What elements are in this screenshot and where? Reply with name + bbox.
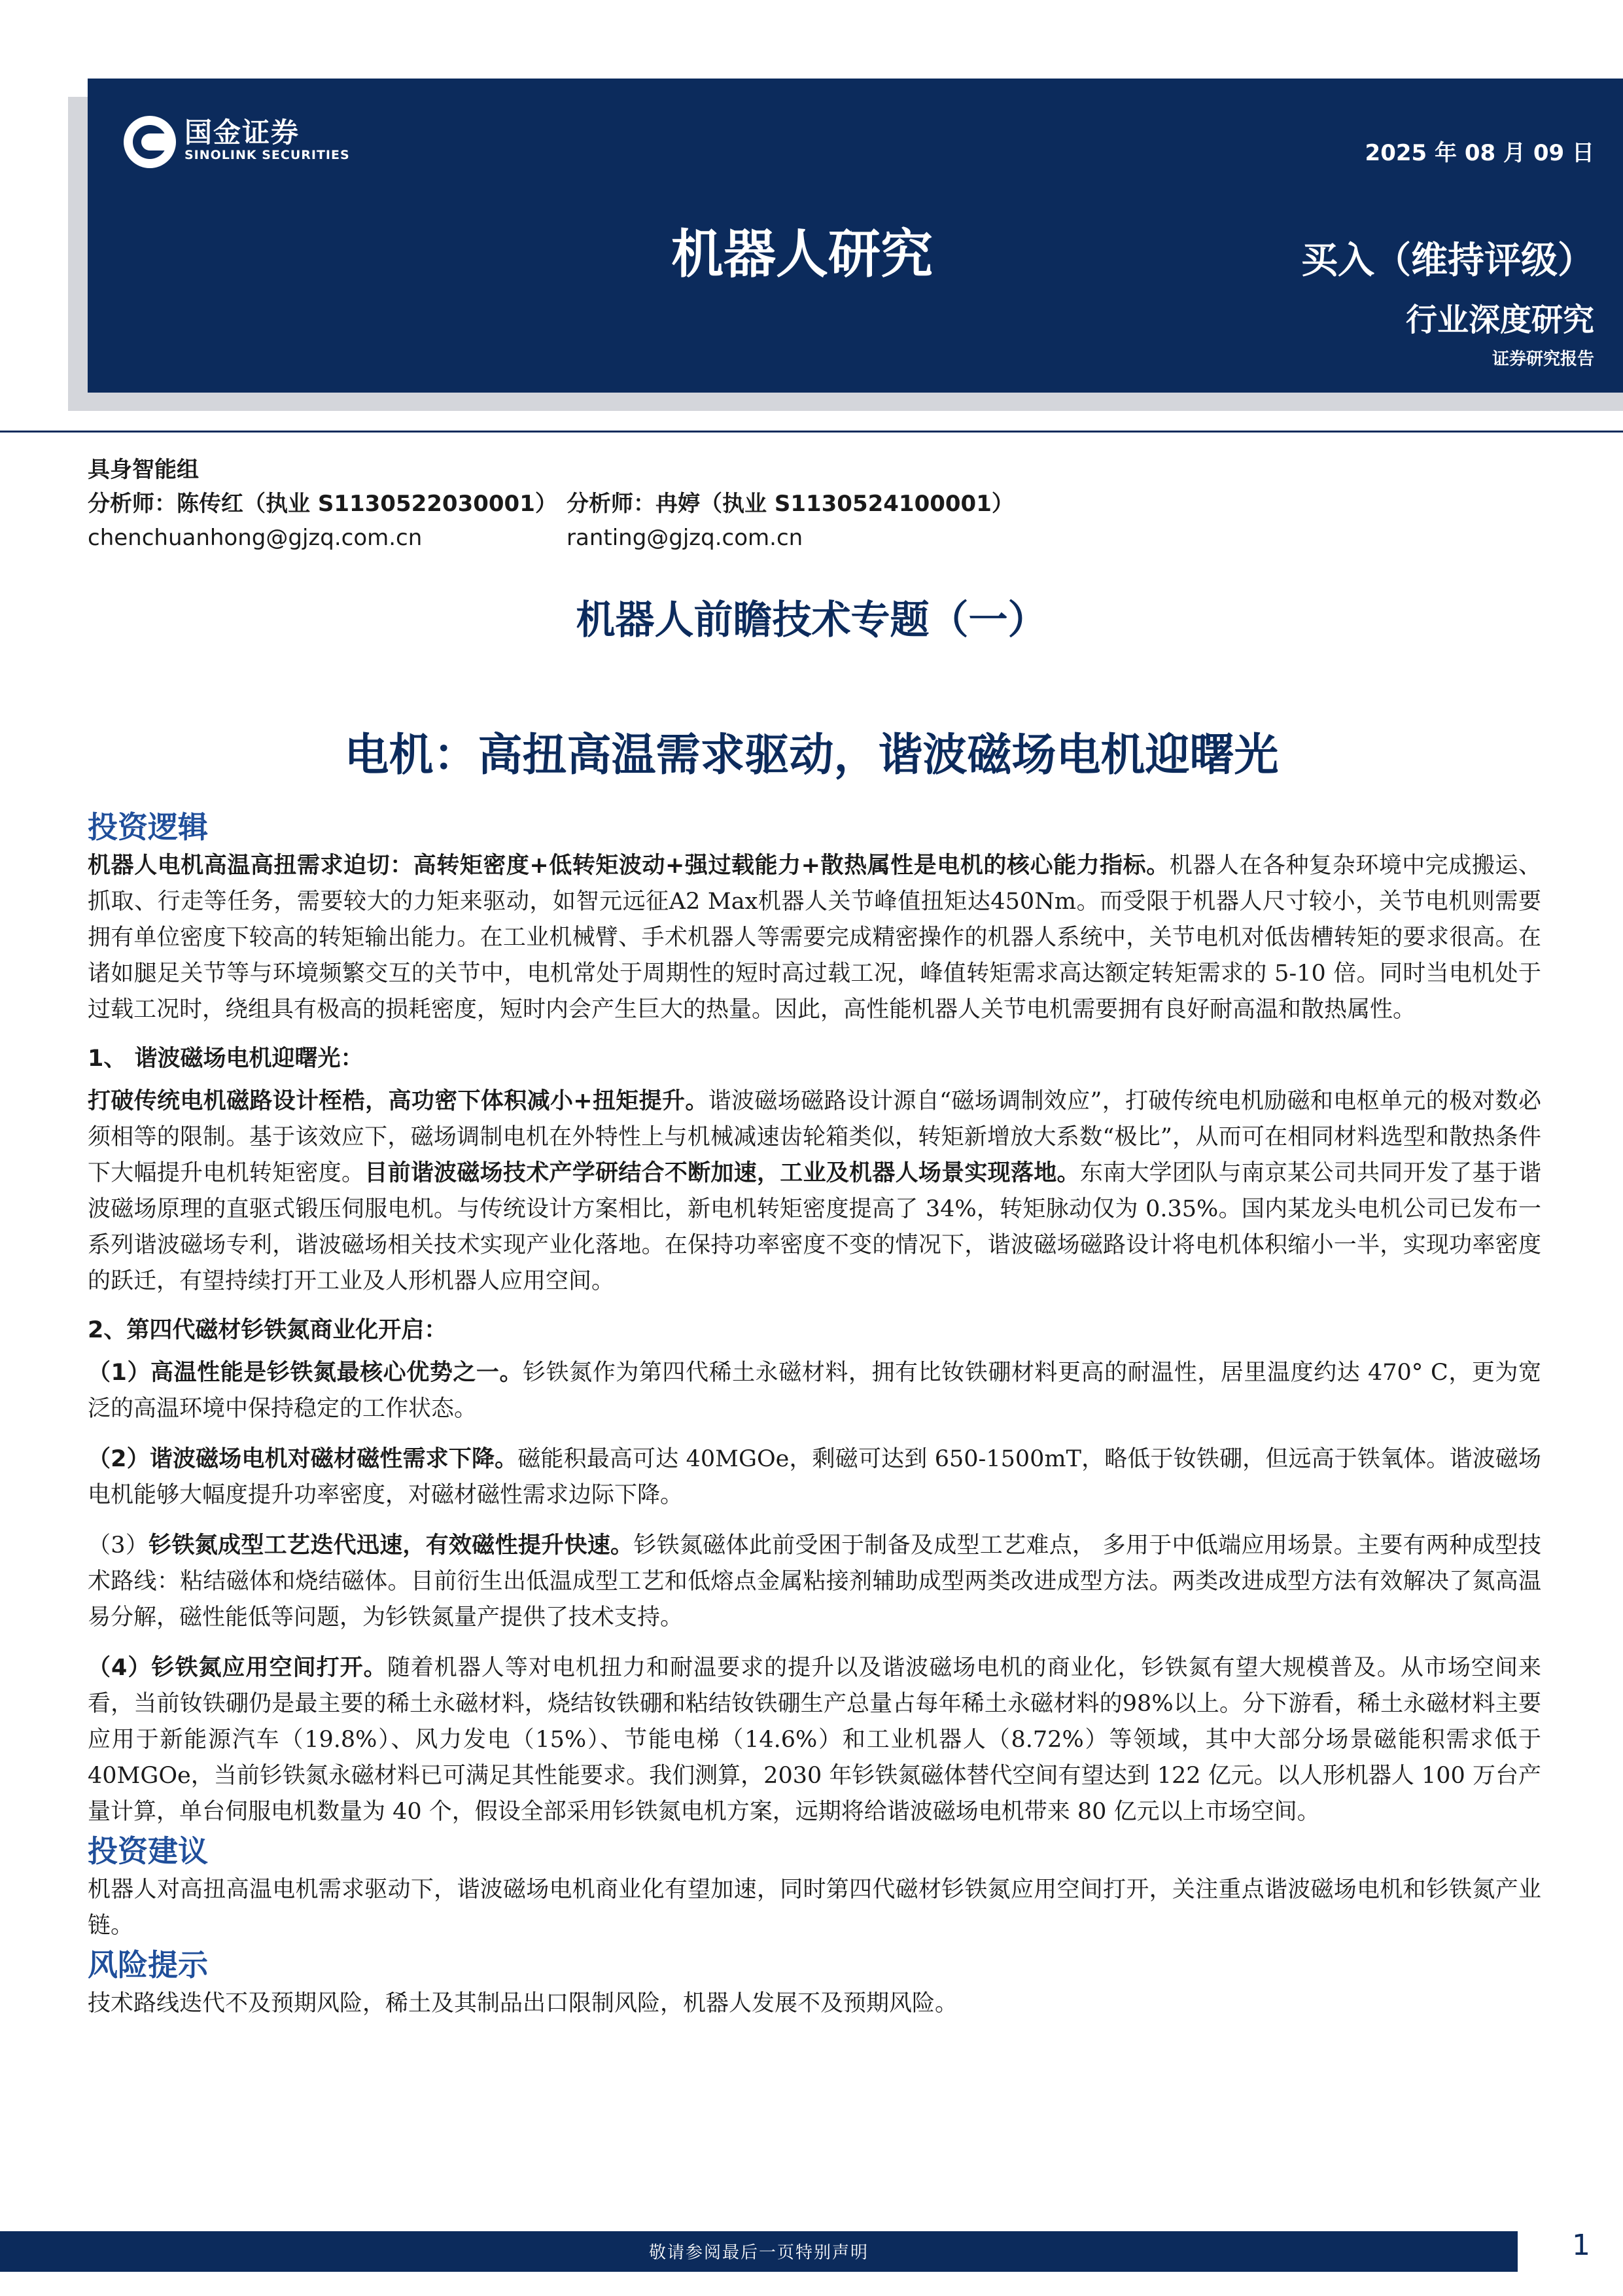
paragraph-lead: （4）钐铁氮应用空间打开。 <box>88 1655 387 1681</box>
paragraph-item-1 <box>88 1355 1541 1427</box>
paragraph-item-3 <box>88 1528 1541 1636</box>
analyst-1-email[interactable]: chenchuanhong@gjzq.com.cn <box>88 525 423 551</box>
report-type: 行业深度研究 <box>1405 302 1594 338</box>
paragraph-harmonic-motor <box>88 1084 1541 1299</box>
paragraph-lead: 钐铁氮成型工艺迭代迅速，有效磁性提升快速。 <box>148 1532 634 1559</box>
paragraph-text: 东南大学团队与南京某公司共同开发了基于谐波磁场原理的直驱式锻压伺服电机。与传统设计方案相比，新电机转矩密度提高了 34%，转矩脉动仅为 0.35%。国内某龙头电机公司已发布一系列谐波磁场专利，谐波磁场相关技术实现产业化落地。在保持功率密度不变的情况下，谐波磁场磁路设计将电机体积缩小一半，实现功率密度的跃迁，有望持续打开工业及人形机器人应用空间。 <box>88 1160 1541 1294</box>
section-heading-logic: 投资逻辑 <box>88 809 208 845</box>
sinolink-logo-icon <box>122 114 178 170</box>
paragraph-lead: （1）高温性能是钐铁氮最核心优势之一。 <box>88 1360 523 1386</box>
logo-english-name: SINOLINK SECURITIES <box>184 148 350 162</box>
page-number: 1 <box>1572 2229 1590 2262</box>
series-title: 机器人前瞻技术专题（一） <box>576 597 1047 643</box>
footer-bar <box>0 2231 1518 2272</box>
header-divider <box>0 431 1623 433</box>
report-body <box>88 806 1541 2022</box>
paragraph-item-2 <box>88 1441 1541 1513</box>
paragraph-lead: 机器人电机高温高扭需求迫切：高转矩密度+低转矩波动+强过载能力+散热属性是电机的核心能力指标。 <box>88 853 1170 879</box>
report-category-title: 机器人研究 <box>671 224 933 285</box>
paragraph-demand <box>88 848 1541 1028</box>
paragraph-text: 钐铁氮磁体此前受困于制备及成型工艺难点， 多用于中低端应用场景。主要有两种成型技术路线：粘结磁体和烧结磁体。目前衍生出低温成型工艺和低熔点金属粘接剂辅助成型两类改进成型方法。两类改进成型方法有效解决了氮高温易分解，磁性能低等问题，为钐铁氮量产提供了技术支持。 <box>88 1532 1541 1631</box>
paragraph-lead: （2）谐波磁场电机对磁材磁性需求下降。 <box>88 1446 518 1472</box>
email-row <box>88 521 803 555</box>
report-header <box>88 79 1623 393</box>
paragraph-prefix: （3） <box>88 1532 149 1559</box>
paragraph-lead: 打破传统电机磁路设计桎梏，高功密下体积减小+扭矩提升。 <box>88 1088 708 1114</box>
paragraph-text: 谐波磁场磁路设计源自“磁场调制效应”，打破传统电机励磁和电枢单元的极对数必须相等的限制。基于该效应下，磁场调制电机在外特性上与机械减速齿轮箱类似，转矩新增放大系数“极比”，从而可在相同材料选型和散热条件下大幅提升电机转矩密度。 <box>88 1088 1541 1186</box>
section-heading-risk: 风险提示 <box>88 1947 208 1983</box>
paragraph-text: 钐铁氮作为第四代稀土永磁材料，拥有比钕铁硼材料更高的耐温性，居里温度约达 470° C，更为宽泛的高温环境中保持稳定的工作状态。 <box>88 1360 1541 1422</box>
paragraph-item-4 <box>88 1650 1541 1830</box>
paragraph-text: 机器人在各种复杂环境中完成搬运、抓取、行走等任务，需要较大的力矩来驱动，如智元远征A2 Max机器人关节峰值扭矩达450Nm。而受限于机器人尺寸较小，关节电机则需要拥有单位密度下较高的转矩输出能力。在工业机械臂、手术机器人等需要完成精密操作的机器人系统中，关节电机对低齿槽转矩的要求很高。在诸如腿足关节等与环境频繁交互的关节中，电机常处于周期性的短时高过载工况，峰值转矩需求高达额定转矩需求的 5-10 倍。同时当电机处于过载工况时，绕组具有极高的损耗密度，短时内会产生巨大的热量。因此，高性能机器人关节电机需要拥有良好耐高温和散热属性。 <box>88 853 1541 1023</box>
analyst-1: 分析师：陈传红（执业 S1130522030001） <box>88 491 557 517</box>
paragraph-suggestion: 机器人对高扭高温电机需求驱动下，谐波磁场电机商业化有望加速，同时第四代磁材钐铁氮应用空间打开，关注重点谐波磁场电机和钐铁氮产业链。 <box>88 1877 1541 1939</box>
paragraph-text: 磁能积最高可达 40MGOe，剩磁可达到 650-1500mT，略低于钕铁硼，但远高于铁氧体。谐波磁场电机能够大幅度提升功率密度，对磁材磁性需求边际下降。 <box>88 1446 1541 1508</box>
footer-disclaimer: 敬请参阅最后一页特别声明 <box>648 2243 869 2263</box>
analyst-block <box>88 453 1014 555</box>
rating-label: 买入（维持评级） <box>1301 239 1594 282</box>
paragraph-text: 随着机器人等对电机扭力和耐温要求的提升以及谐波磁场电机的商业化，钐铁氮有望大规模普及。从市场空间来看，当前钕铁硼仍是最主要的稀土永磁材料，烧结钕铁硼和粘结钕铁硼生产总量占每年稀土永磁材料的98%以上。分下游看，稀土永磁材料主要应用于新能源汽车（19.8%）、风力发电（15%）、节能电梯（14.6%）和工业机器人（8.72%）等领域，其中大部分场景磁能积需求低于 40MGOe，当前钐铁氮永磁材料已可满足其性能要求。我们测算，2030 年钐铁氮磁体替代空间有望达到 122 亿元。以人形机器人 100 万台产量计算，单台伺服电机数量为 40 个，假设全部采用钐铁氮电机方案，远期将给谐波磁场电机带来 80 亿元以上市场空间。 <box>88 1655 1541 1825</box>
company-logo <box>122 110 396 182</box>
report-subtype: 证券研究报告 <box>1492 349 1594 369</box>
analyst-row <box>88 487 1014 521</box>
report-date: 2025 年 08 月 09 日 <box>1365 140 1594 166</box>
main-title: 电机：高扭高温需求驱动，谐波磁场电机迎曙光 <box>344 730 1279 781</box>
paragraph-lead: 目前谐波磁场技术产学研结合不断加速，工业及机器人场景实现落地。 <box>364 1160 1080 1186</box>
paragraph-risk: 技术路线迭代不及预期风险，稀土及其制品出口限制风险，机器人发展不及预期风险。 <box>88 1990 958 2017</box>
subsection-heading-1: 1、 谐波磁场电机迎曙光： <box>88 1046 364 1072</box>
logo-chinese-name: 国金证券 <box>184 116 300 149</box>
subsection-heading-2: 2、第四代磁材钐铁氮商业化开启： <box>88 1317 447 1343</box>
analyst-2: 分析师：冉婷（执业 S1130524100001） <box>567 491 1014 517</box>
analyst-2-email[interactable]: ranting@gjzq.com.cn <box>567 525 803 551</box>
analyst-group: 具身智能组 <box>88 457 199 483</box>
section-heading-suggestion: 投资建议 <box>88 1833 208 1869</box>
